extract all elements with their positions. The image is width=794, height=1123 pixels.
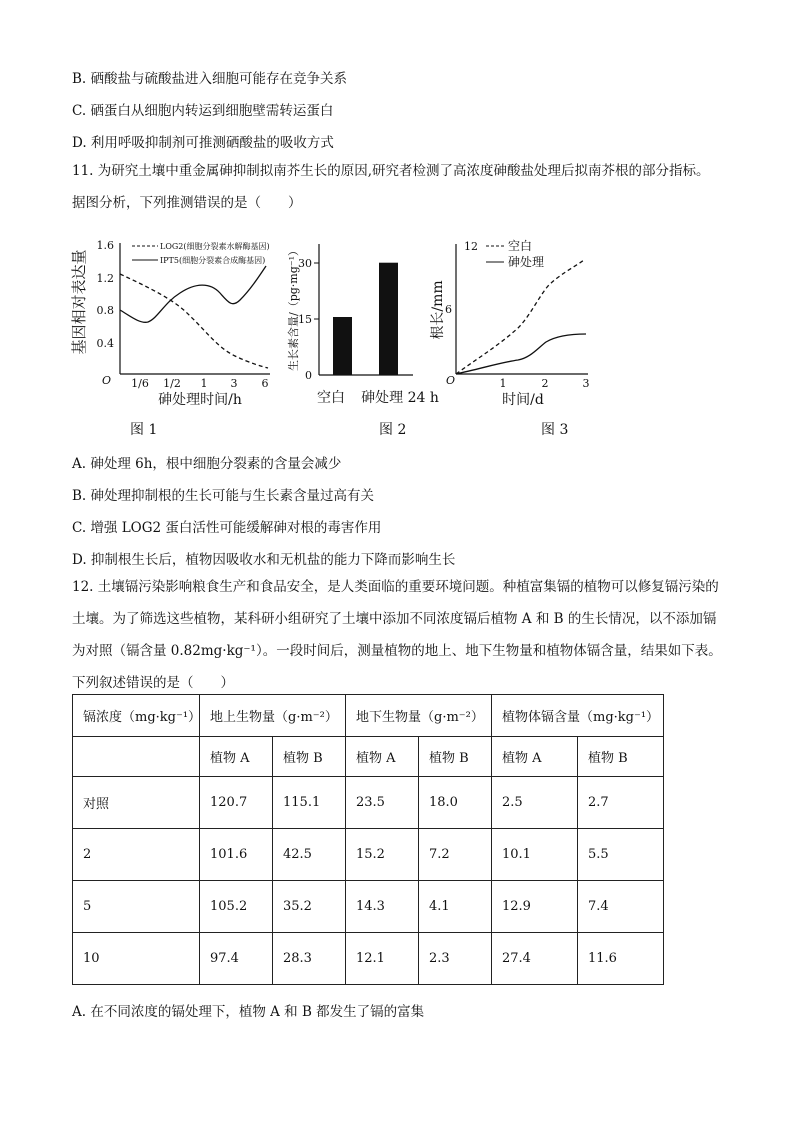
table-cell: 97.4 (200, 933, 273, 985)
table-row (73, 881, 664, 933)
fig1-xtick: 1/6 (131, 377, 149, 390)
q10-option-b: B. 硒酸盐与硫酸盐进入细胞可能存在竞争关系 (72, 71, 348, 87)
table-subheader: 植物 A (346, 737, 419, 777)
figure-2 (283, 240, 448, 410)
table-cell: 2.7 (578, 777, 664, 829)
fig2-bar-blank (333, 317, 352, 375)
fig1-ytick: 1.6 (96, 239, 114, 252)
figure-1 (70, 238, 280, 413)
table-header: 地上生物量（g·m⁻²） (200, 695, 346, 737)
fig3-xlabel: 时间/d (502, 392, 544, 408)
table-cell: 23.5 (346, 777, 419, 829)
table-cell: 2.5 (492, 777, 578, 829)
fig2-bar-arsenic (379, 263, 398, 375)
fig1-origin: O (102, 374, 112, 387)
fig1-ylabel: 基因相对表达量 (70, 249, 88, 355)
q10-option-d: D. 利用呼吸抑制剂可推测硒酸盐的吸收方式 (72, 135, 334, 151)
table-cell: 14.3 (346, 881, 419, 933)
table-cell: 15.2 (346, 829, 419, 881)
table-empty-cell (73, 737, 200, 777)
fig2-ytick: 0 (305, 369, 312, 382)
table-cell: 10.1 (492, 829, 578, 881)
fig2-category-blank: 空白 (317, 390, 345, 406)
table-row (73, 933, 664, 985)
table-row (73, 829, 664, 881)
table-cell: 28.3 (273, 933, 346, 985)
fig3-origin: O (446, 374, 456, 387)
table-cell: 7.2 (419, 829, 492, 881)
q11-option-d: D. 抑制根生长后，植物因吸收水和无机盐的能力下降而影响生长 (72, 552, 456, 568)
table-cell: 115.1 (273, 777, 346, 829)
fig3-series-blank (456, 260, 584, 374)
fig3-xtick: 1 (499, 377, 507, 390)
fig1-xtick: 1/2 (163, 377, 181, 390)
fig1-series-ipt5 (120, 266, 266, 322)
table-cell: 5 (73, 881, 200, 933)
table-header: 镉浓度（mg·kg⁻¹） (73, 695, 200, 737)
q11-option-c: C. 增强 LOG2 蛋白活性可能缓解砷对根的毒害作用 (72, 520, 382, 536)
fig3-ylabel: 根长/mm (430, 280, 446, 340)
table-cell: 7.4 (578, 881, 664, 933)
table-header: 植物体镉含量（mg·kg⁻¹） (492, 695, 664, 737)
q12-stem: 12. 土壤镉污染影响粮食生产和食品安全，是人类面临的重要环境问题。种植富集镉的植物可以修复镉污染的土壤。为了筛选这些植物，某科研小组研究了土壤中添加不同浓度镉后植物 A 和 B 的生长情况，以不添加镉为对照（镉含量 0.82mg·kg⁻¹）。一段时间后，测量植物的地上、地下生物量和植物体镉含量，结果如下表。下列叙述错误的是（ ） (72, 579, 722, 691)
table-subheader: 植物 B (419, 737, 492, 777)
table-cell: 12.9 (492, 881, 578, 933)
fig1-xlabel: 砷处理时间/h (158, 392, 242, 408)
fig1-series-log2 (120, 274, 268, 368)
fig3-ytick: 6 (445, 303, 452, 316)
fig3-caption: 图 3 (541, 422, 569, 438)
fig1-ytick: 0.8 (96, 304, 114, 317)
table-header: 地下生物量（g·m⁻²） (346, 695, 492, 737)
fig3-legend-blank: 空白 (508, 239, 533, 253)
table-cell: 2.3 (419, 933, 492, 985)
table-cell: 105.2 (200, 881, 273, 933)
table-cell: 42.5 (273, 829, 346, 881)
fig1-legend-ipt5: IPT5(细胞分裂素合成酶基因) (160, 256, 266, 265)
table-cell: 4.1 (419, 881, 492, 933)
table-cell: 对照 (73, 777, 200, 829)
table-row (73, 777, 664, 829)
q11-stem: 11. 为研究土壤中重金属砷抑制拟南芥生长的原因,研究者检测了高浓度砷酸盐处理后拟南芥根的部分指标。据图分析，下列推测错误的是（ ） (72, 163, 710, 211)
fig2-ytick: 15 (298, 313, 312, 326)
fig2-caption: 图 2 (379, 422, 407, 438)
fig3-series-arsenic (456, 334, 586, 374)
fig1-caption: 图 1 (130, 422, 158, 438)
q10-option-c: C. 硒蛋白从细胞内转运到细胞壁需转运蛋白 (72, 103, 334, 119)
q11-option-a: A. 砷处理 6h，根中细胞分裂素的含量会减少 (72, 456, 342, 472)
table-cell: 12.1 (346, 933, 419, 985)
table-cell: 35.2 (273, 881, 346, 933)
fig3-xtick: 3 (582, 377, 590, 390)
table-subheader: 植物 A (200, 737, 273, 777)
table-cell: 5.5 (578, 829, 664, 881)
fig3-ytick: 12 (464, 240, 478, 253)
table-cell: 101.6 (200, 829, 273, 881)
table-cell: 120.7 (200, 777, 273, 829)
fig3-xtick: 2 (541, 377, 549, 390)
table-cell: 10 (73, 933, 200, 985)
fig1-xtick: 3 (230, 377, 238, 390)
fig1-ytick: 0.4 (96, 337, 114, 350)
fig1-legend-log2: LOG2(细胞分裂素水解酶基因) (160, 242, 270, 251)
figure-3 (428, 238, 603, 413)
fig1-xtick: 1 (200, 377, 208, 390)
table-cell: 27.4 (492, 933, 578, 985)
fig1-xtick: 6 (261, 377, 269, 390)
q12-option-a: A. 在不同浓度的镉处理下，植物 A 和 B 都发生了镉的富集 (72, 1004, 425, 1020)
fig1-ytick: 1.2 (96, 272, 114, 285)
table-subheader: 植物 A (492, 737, 578, 777)
cadmium-data-table (72, 694, 664, 985)
fig2-ylabel: 生长素含量/（pg·mg⁻¹） (287, 245, 300, 371)
fig2-category-arsenic: 砷处理 24 h (361, 390, 439, 406)
fig2-ytick: 30 (298, 257, 312, 270)
table-subheader: 植物 B (273, 737, 346, 777)
fig3-legend-arsenic: 砷处理 (508, 255, 545, 269)
table-cell: 2 (73, 829, 200, 881)
q11-option-b: B. 砷处理抑制根的生长可能与生长素含量过高有关 (72, 488, 375, 504)
table-cell: 18.0 (419, 777, 492, 829)
table-cell: 11.6 (578, 933, 664, 985)
table-subheader: 植物 B (578, 737, 664, 777)
